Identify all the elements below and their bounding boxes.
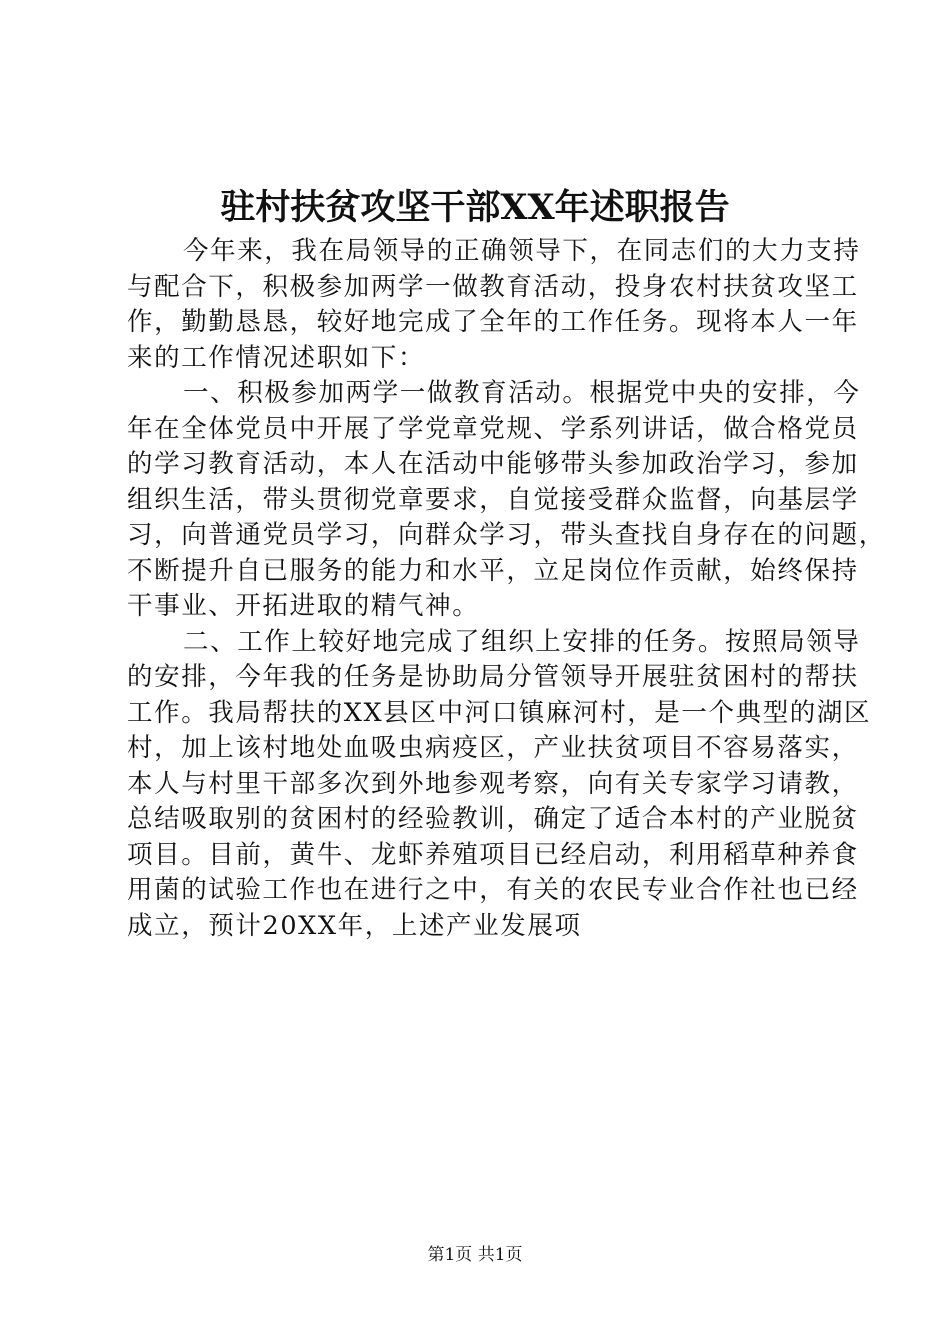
body-line: 一、积极参加两学一做教育活动。根据党中央的安排，今 [183,378,861,408]
body-line: 二、工作上较好地完成了组织上安排的任务。按照局领导 [183,626,861,657]
page-footer: 第1页 共1页 [427,1245,523,1265]
body-line: 来的工作情况述职如下： [127,342,426,373]
body-line: 不断提升自已服务的能力和水平，立足岗位作贡献，始终保持 [127,555,859,586]
document-body [127,234,886,944]
document-title: 驻村扶贫攻坚干部XX年述职报告 [220,187,730,228]
body-line: 年在全体党员中开展了学党章党规、学系列讲话，做合格党员 [127,413,859,444]
body-line: 作，勤勤恳恳，较好地完成了全年的工作任务。现将本人一年 [127,307,859,337]
body-line: 项目。目前，黄牛、龙虾养殖项目已经启动，利用稻草种养食 [127,839,859,870]
body-line: 的学习教育活动，本人在活动中能够带头参加政治学习，参加 [127,449,859,479]
body-line: 组织生活，带头贯彻党章要求，自觉接受群众监督，向基层学 [127,484,859,515]
body-line: 村，加上该村地处血吸虫病疫区，产业扶贫项目不容易落实， [127,733,859,763]
body-line: 本人与村里干部多次到外地参观考察，向有关专家学习请教， [127,768,859,799]
body-line: 工作。我局帮扶的XX县区中河口镇麻河村，是一个典型的湖区 [127,697,872,728]
body-line: 今年来，我在局领导的正确领导下，在同志们的大力支持 [183,236,861,266]
body-line: 习，向普通党员学习，向群众学习，带头查找自身存在的问题， [127,520,886,550]
body-line: 总结吸取别的贫困村的经验教训，确定了适合本村的产业脱贫 [127,804,859,834]
body-line: 的安排，今年我的任务是协助局分管领导开展驻贫困村的帮扶 [127,662,859,692]
body-line: 干事业、开拓进取的精气神。 [127,591,480,621]
body-line: 成立，预计20XX年，上述产业发展项 [127,910,582,941]
body-line: 与配合下，积极参加两学一做教育活动，投身农村扶贫攻坚工 [127,271,859,302]
body-line: 用菌的试验工作也在进行之中，有关的农民专业合作社也已经 [127,875,859,905]
